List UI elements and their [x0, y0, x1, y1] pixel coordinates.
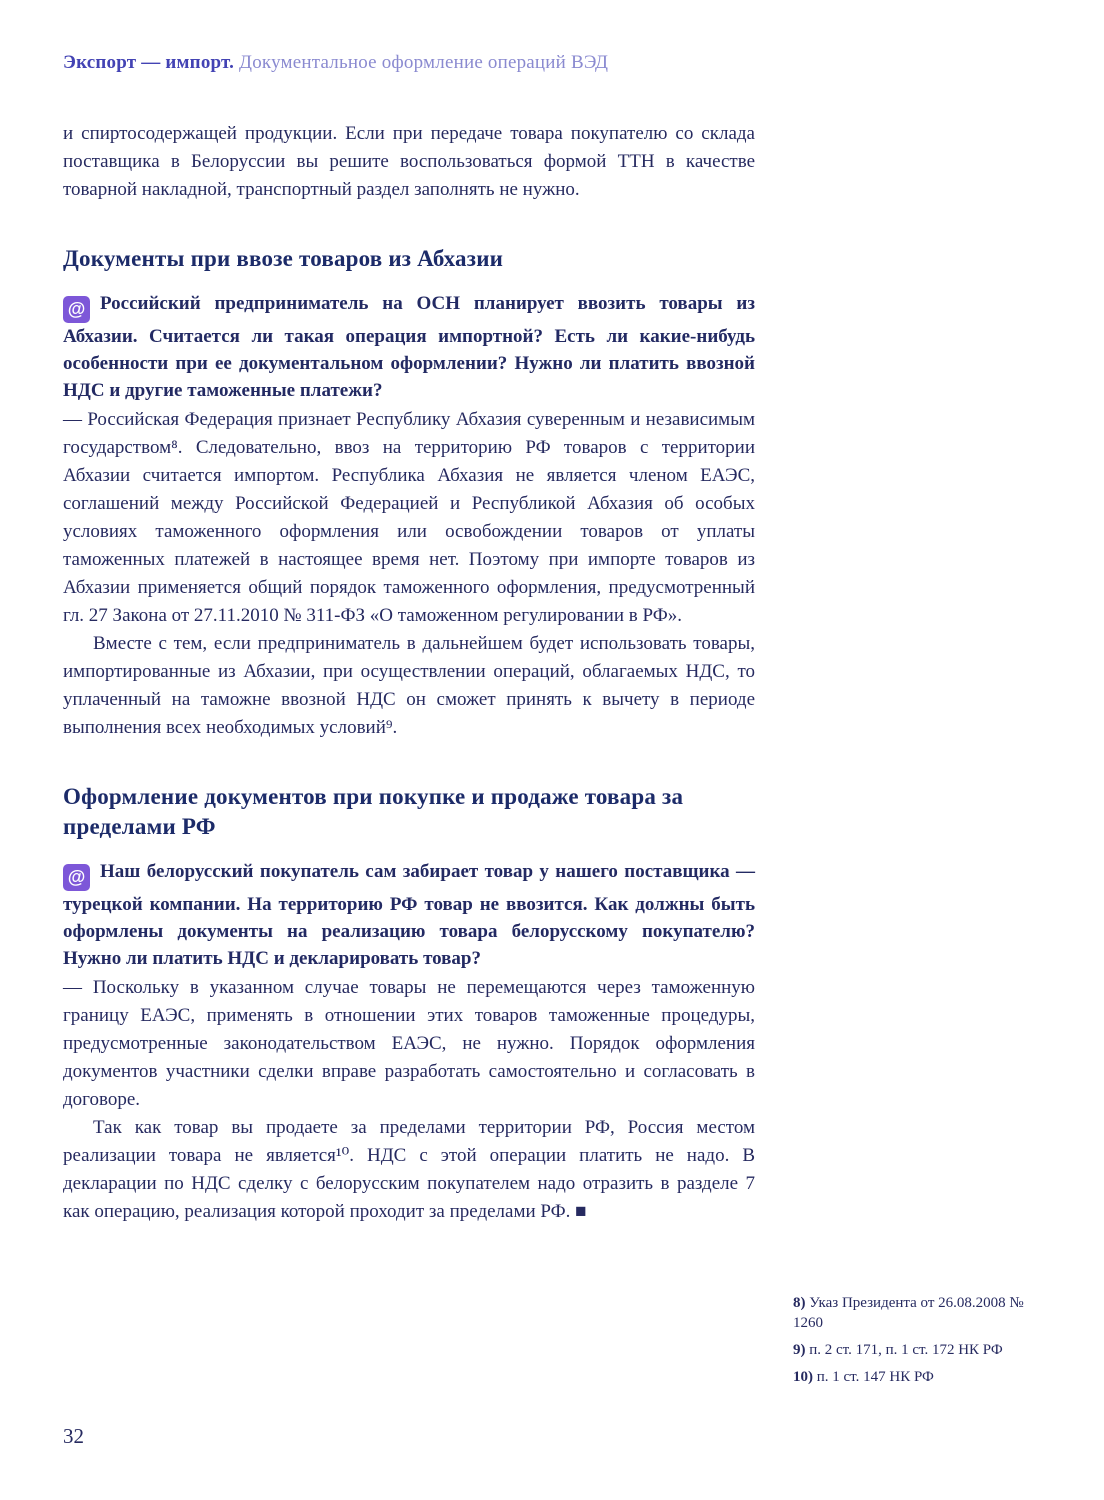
footnote-8-number: 8)	[793, 1295, 806, 1311]
section-2-question	[63, 858, 755, 972]
reader-question-icon: @	[63, 296, 90, 323]
section-2-answer	[63, 974, 755, 1226]
section-2-heading: Оформление документов при покупке и продаже товара за пределами РФ	[63, 784, 684, 839]
section-1-answer	[63, 406, 755, 742]
footnote-9-text: п. 2 ст. 171, п. 1 ст. 172 НК РФ	[805, 1342, 1003, 1358]
section-2-answer-paragraph-2: Так как товар вы продаете за пределами территории РФ, Россия местом реализации товара не является¹⁰. НДС с этой операции платить не надо. В декларации по НДС сделку с белорусским покупателем надо отразить в разделе 7 как операцию, реализация которой проходит за пределами РФ. ■	[63, 1117, 755, 1222]
section-1-question	[63, 290, 755, 404]
kicker-section-title: Экспорт — импорт.	[63, 52, 235, 73]
footnote-8-text: Указ Президента от 26.08.2008 № 1260	[793, 1295, 1024, 1331]
section-1-question-text: Российский предприниматель на ОСН планирует ввозить товары из Абхазии. Считается ли такая операция импортной? Есть ли какие-нибудь особенности при ее документальном оформлении? Нужно ли платить ввозной НДС и другие таможенные платежи?	[63, 293, 755, 401]
section-2-question-text: Наш белорусский покупатель сам забирает товар у нашего поставщика — турецкой компании. На территорию РФ товар не ввозится. Как должны быть оформлены документы на реализацию товара белорусскому покупателю? Нужно ли платить НДС и декларировать товар?	[63, 861, 755, 969]
intro-paragraph: и спиртосодержащей продукции. Если при передаче товара покупателю со склада поставщика в Белоруссии вы решите воспользоваться формой ТТН в качестве товарной накладной, транспортный раздел заполнять не нужно.	[63, 123, 755, 200]
footnote-8	[793, 1293, 1033, 1333]
footnote-10	[793, 1367, 1033, 1387]
footnote-10-text: п. 1 ст. 147 НК РФ	[813, 1369, 934, 1385]
page-number: 32	[63, 1424, 84, 1448]
kicker-subtitle: Документальное оформление операций ВЭД	[234, 52, 609, 73]
reader-question-icon: @	[63, 864, 90, 891]
main-column	[63, 50, 755, 1226]
footnote-10-number: 10)	[793, 1369, 813, 1385]
section-1-answer-paragraph-2: Вместе с тем, если предприниматель в дальнейшем будет использовать товары, импортированные из Абхазии, при осуществлении операций, облагаемых НДС, то уплаченный на таможне ввозной НДС он сможет принять к вычету в периоде выполнения всех необходимых условий⁹.	[63, 633, 755, 738]
footnote-9	[793, 1340, 1033, 1360]
section-1-answer-paragraph-1: — Российская Федерация признает Республику Абхазия суверенным и независимым государством⁸. Следовательно, ввоз на территорию РФ товаров с территории Абхазии считается импортом. Республика Абхазия не является членом ЕАЭС, соглашений между Российской Федерацией и Республикой Абхазия об особых условиях таможенного оформления или освобождении товаров от уплаты таможенных платежей в настоящее время нет. Поэтому при импорте товаров из Абхазии применяется общий порядок таможенного оформления, предусмотренный гл. 27 Закона от 27.11.2010 № 311-ФЗ «О таможенном регулировании в РФ».	[63, 409, 755, 626]
footnotes-column	[793, 1293, 1033, 1394]
footnote-9-number: 9)	[793, 1342, 806, 1358]
section-1-heading: Документы при ввозе товаров из Абхазии	[63, 246, 504, 271]
section-2-answer-paragraph-1: — Поскольку в указанном случае товары не перемещаются через таможенную границу ЕАЭС, применять в отношении этих товаров таможенные процедуры, предусмотренные законодательством ЕАЭС, не нужно. Порядок оформления документов участники сделки вправе разработать самостоятельно и согласовать в договоре.	[63, 977, 755, 1110]
page-kicker	[63, 50, 755, 76]
